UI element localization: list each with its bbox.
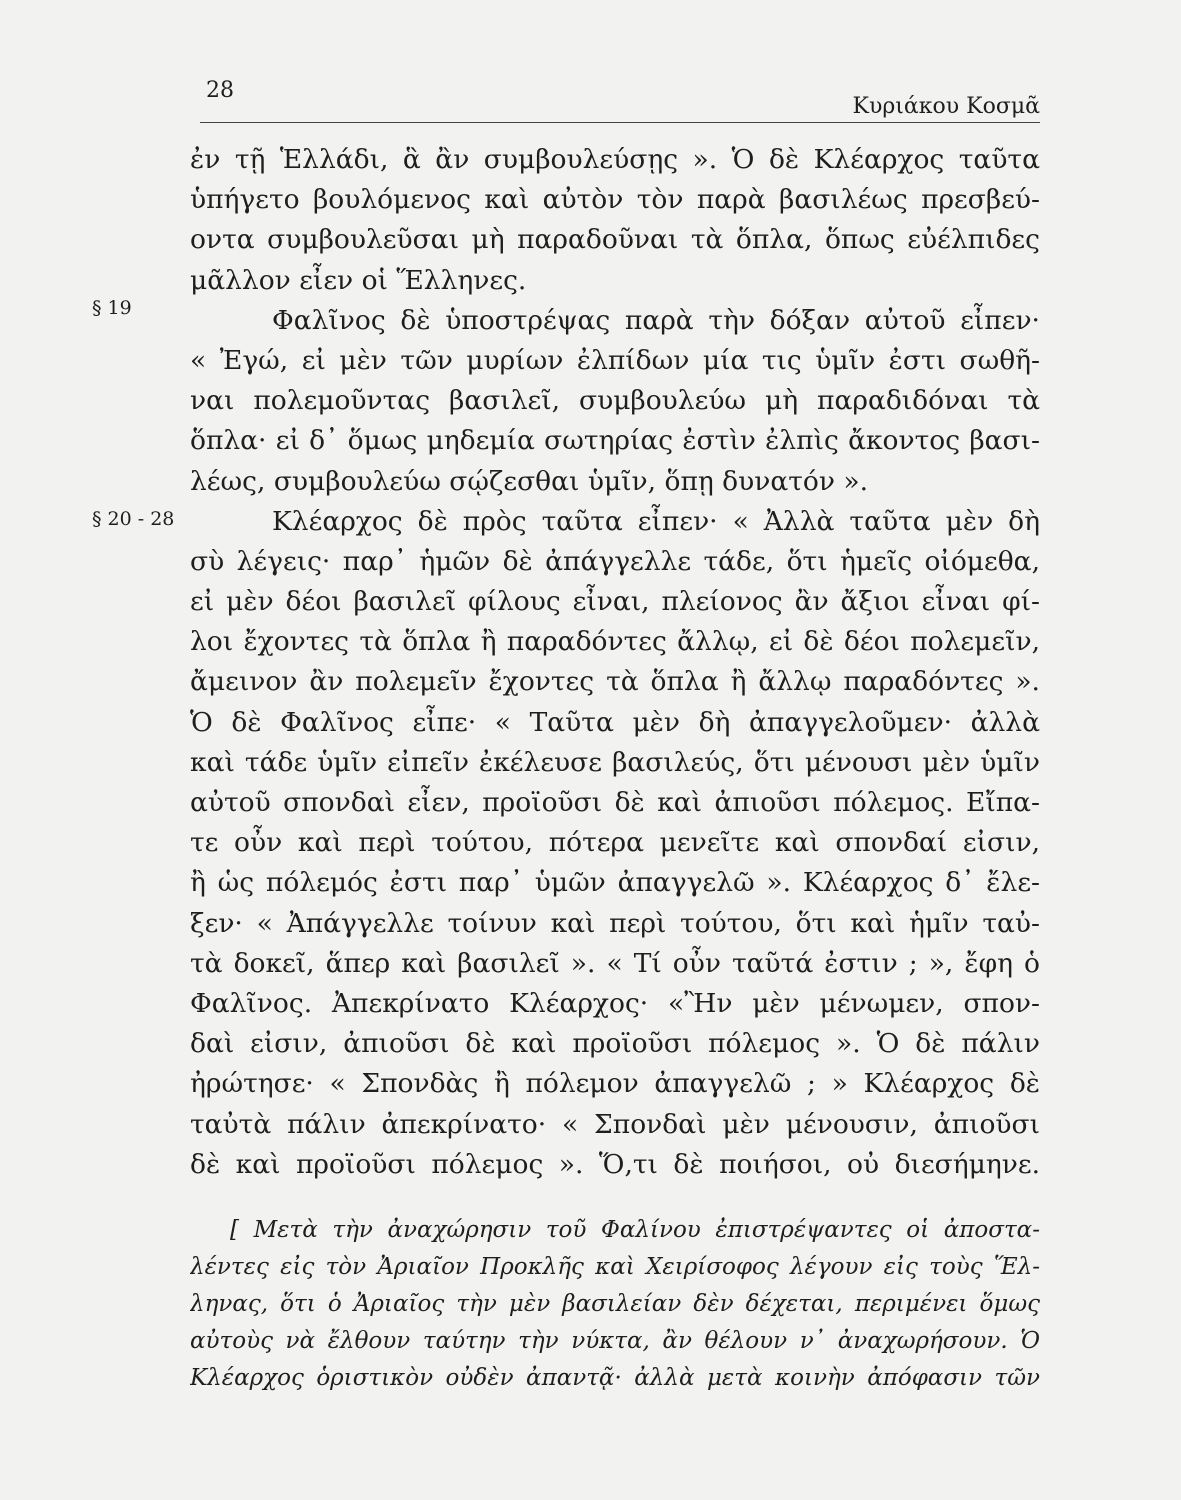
text-line: ἐν τῇ Ἑλλάδι, ἃ ἂν συμβουλεύσῃς ». Ὁ δὲ Κλέαρχος ταῦτα xyxy=(190,144,1040,175)
text-line: ἄμεινον ἂν πολεμεῖν ἔχοντες τὰ ὅπλα ἢ ἄλλῳ παραδόντες ». xyxy=(190,666,1040,698)
text-line: καὶ τάδε ὑμῖν εἰπεῖν ἐκέλευσε βασιλεύς, ὅτι μένουσι μὲν ὑμῖν xyxy=(190,746,1040,778)
page-number: 28 xyxy=(206,78,234,103)
text-line: ὅπλα· εἰ δ᾽ ὅμως μηδεμία σωτηρίας ἐστὶν ἐλπὶς ἄκοντος βασι- xyxy=(190,425,1040,457)
text-line: αὐτοῦ σπονδαὶ εἶεν, προϊοῦσι δὲ καὶ ἀπιοῦσι πόλεμος. Εἴπα- xyxy=(190,787,1040,818)
text-line: ναι πολεμοῦντας βασιλεῖ, συμβουλεύω μὴ παραδιδόναι τὰ xyxy=(190,385,1040,417)
text-line: τε οὖν καὶ περὶ τούτου, πότερα μενεῖτε καὶ σπονδαί εἰσιν, xyxy=(190,827,1040,859)
summary-line: ληνας, ὅτι ὁ Ἀριαῖος τὴν μὲν βασιλείαν δὲν δέχεται, περιμένει ὅμως xyxy=(190,1291,1040,1317)
text-line: τὰ δοκεῖ, ἅπερ καὶ βασιλεῖ ». « Τί οὖν ταῦτά ἐστιν ; », ἔφη ὁ xyxy=(190,947,1040,979)
running-head: Κυριάκου Κοσμᾶ xyxy=(852,94,1040,119)
text-line: ἢ ὡς πόλεμός ἐστι παρ᾽ ὑμῶν ἀπαγγελῶ ». Κλέαρχος δ᾽ ἔλε- xyxy=(190,867,1040,899)
text-line: δαὶ εἰσιν, ἀπιοῦσι δὲ καὶ προϊοῦσι πόλεμος ». Ὁ δὲ πάλιν xyxy=(190,1028,1040,1060)
text-line: Ὁ δὲ Φαλῖνος εἶπε· « Ταῦτα μὲν δὴ ἀπαγγελοῦμεν· ἀλλὰ xyxy=(190,706,1040,738)
summary-line: [ Μετὰ τὴν ἀναχώρησιν τοῦ Φαλίνου ἐπιστρέψαντες οἱ ἀποστα- xyxy=(230,1217,1040,1243)
text-line: Φαλῖνος. Ἀπεκρίνατο Κλέαρχος· «Ἢν μὲν μένωμεν, σπον- xyxy=(190,987,1040,1019)
main-text xyxy=(190,140,1040,1185)
text-line: σὺ λέγεις· παρ᾽ ἡμῶν δὲ ἀπάγγελλε τάδε, ὅτι ἡμεῖς οἰόμεθα, xyxy=(190,545,1040,577)
text-line: λέως, συμβουλεύω σῴζεσθαι ὑμῖν, ὅπῃ δυνατόν ». xyxy=(190,465,869,497)
text-line: ξεν· « Ἀπάγγελλε τοίνυν καὶ περὶ τούτου, ὅτι καὶ ἡμῖν ταὐ- xyxy=(190,907,1040,939)
italic-summary xyxy=(190,1212,1040,1397)
text-line: λοι ἔχοντες τὰ ὅπλα ἢ παραδόντες ἄλλῳ, εἰ δὲ δέοι πολεμεῖν, xyxy=(190,626,1040,658)
text-line: ὑπήγετο βουλόμενος καὶ αὐτὸν τὸν παρὰ βασιλέως πρεσβεύ- xyxy=(190,184,1040,216)
text-line: μᾶλλον εἶεν οἱ Ἕλληνες. xyxy=(190,264,527,296)
text-line: οντα συμβουλεῦσαι μὴ παραδοῦναι τὰ ὅπλα, ὅπως εὐέλπιδες xyxy=(190,224,1040,256)
text-line: Φαλῖνος δὲ ὑποστρέψας παρὰ τὴν δόξαν αὐτοῦ εἶπεν· xyxy=(272,304,1040,336)
summary-line: Κλέαρχος ὁριστικὸν οὐδὲν ἀπαντᾷ· ἀλλὰ μετὰ κοινὴν ἀπόφασιν τῶν xyxy=(190,1365,1040,1391)
text-line: εἰ μὲν δέοι βασιλεῖ φίλους εἶναι, πλείονος ἂν ἄξιοι εἶναι φί- xyxy=(190,586,1040,618)
header-rule xyxy=(200,122,1040,123)
text-line: Κλέαρχος δὲ πρὸς ταῦτα εἶπεν· « Ἀλλὰ ταῦτα μὲν δὴ xyxy=(272,505,1040,537)
summary-line: αὐτοὺς νὰ ἔλθουν ταύτην τὴν νύκτα, ἂν θέλουν ν᾽ ἀναχωρήσουν. Ὁ xyxy=(190,1328,1040,1354)
summary-line: λέντες εἰς τὸν Ἀριαῖον Προκλῆς καὶ Χειρίσοφος λέγουν εἰς τοὺς Ἕλ- xyxy=(190,1254,1040,1280)
text-line: δὲ καὶ προϊοῦσι πόλεμος ». Ὅ,τι δὲ ποιήσοι, οὐ διεσήμηνε. xyxy=(190,1148,1040,1180)
page-header xyxy=(200,72,1040,124)
text-line: « Ἐγώ, εἰ μὲν τῶν μυρίων ἐλπίδων μία τις ὑμῖν ἐστι σωθῆ- xyxy=(190,344,1040,376)
margin-note-section-20-28: § 20 - 28 xyxy=(92,508,175,530)
margin-note-section-19: § 19 xyxy=(92,297,132,319)
text-line: ταὐτὰ πάλιν ἀπεκρίνατο· « Σπονδαὶ μὲν μένουσιν, ἀπιοῦσι xyxy=(190,1108,1040,1140)
text-line: ἠρώτησε· « Σπονδὰς ἢ πόλεμον ἀπαγγελῶ ; » Κλέαρχος δὲ xyxy=(190,1068,1040,1100)
